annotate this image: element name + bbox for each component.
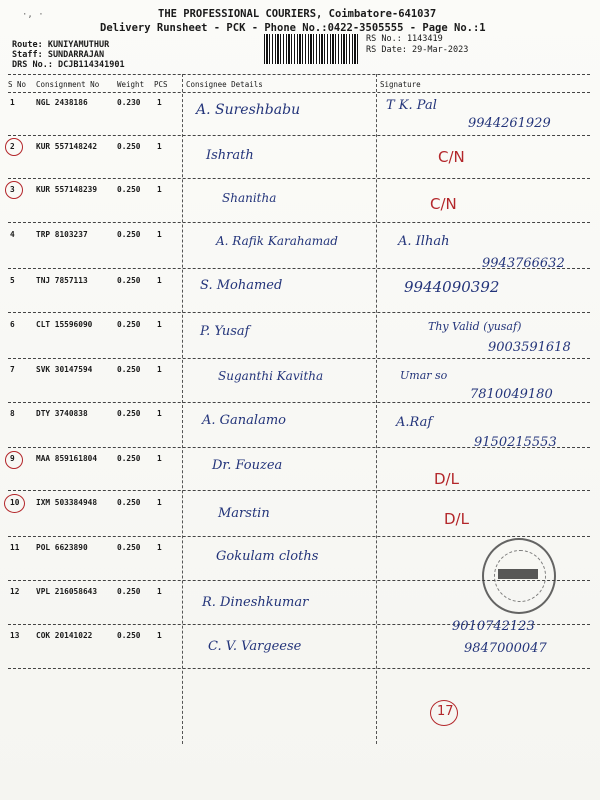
row-sno: 13: [10, 631, 20, 640]
route-label: Route: KUNIYAMUTHUR: [12, 40, 110, 50]
signature-text: D/L: [444, 510, 469, 528]
row-sno: 3: [10, 185, 15, 194]
row-weight: 0.250: [117, 142, 141, 151]
signature-phone: 7810049180: [470, 387, 553, 402]
row-consignment: DTY 3740838: [36, 409, 88, 418]
circle-mark: [5, 451, 23, 469]
signature-text: C/N: [438, 148, 465, 166]
row-weight: 0.250: [117, 365, 141, 374]
company-title: THE PROFESSIONAL COURIERS, Coimbatore-641037: [158, 8, 437, 20]
signature-phone: 9944090392: [404, 278, 500, 296]
row-weight: 0.250: [117, 587, 141, 596]
row-weight: 0.250: [117, 543, 141, 552]
row-consignment: COK 20141022: [36, 631, 93, 640]
row-sno: 2: [10, 142, 15, 151]
row-rule: [8, 222, 590, 223]
row-rule: [8, 668, 590, 669]
row-weight: 0.250: [117, 230, 141, 239]
row-sno: 5: [10, 276, 15, 285]
row-weight: 0.230: [117, 98, 141, 107]
signature-text: Umar so: [400, 369, 448, 382]
runsheet-subtitle: Delivery Runsheet - PCK - Phone No.:0422-3505555 - Page No.:1: [100, 22, 486, 34]
row-consignment: CLT 15596090: [36, 320, 93, 329]
row-consignment: IXM 503384948: [36, 498, 98, 507]
column-divider: [376, 74, 377, 744]
row-consignment: TNJ 7857113: [36, 276, 88, 285]
consignee-name: R. Dineshkumar: [202, 595, 309, 610]
row-sno: 4: [10, 230, 15, 239]
signature-phone: 9847000047: [464, 641, 547, 656]
signature-text: C/N: [430, 195, 457, 213]
row-rule: [8, 358, 590, 359]
signature-text: A.Raf: [396, 415, 433, 430]
row-consignment: MAA 859161804: [36, 454, 98, 463]
row-consignment: KUR 557148242: [36, 142, 98, 151]
row-rule: [8, 402, 590, 403]
signature-text: D/L: [434, 470, 459, 488]
row-sno: 10: [10, 498, 20, 507]
signature-text: T K. Pal: [386, 98, 437, 113]
stamp-bar: [498, 569, 538, 579]
row-pcs: 1: [157, 543, 162, 552]
row-weight: 0.250: [117, 631, 141, 640]
company-stamp: [482, 538, 556, 614]
consignee-name: A. Ganalamo: [202, 413, 286, 428]
staff-label: Staff: SUNDARRAJAN: [12, 50, 105, 60]
consignee-name: Marstin: [218, 506, 270, 521]
consignee-name: P. Yusaf: [200, 324, 250, 339]
row-rule: [8, 178, 590, 179]
consignee-name: C. V. Vargeese: [208, 639, 302, 654]
row-pcs: 1: [157, 409, 162, 418]
row-consignment: NGL 2438186: [36, 98, 88, 107]
row-rule: [8, 490, 590, 491]
row-pcs: 1: [157, 98, 162, 107]
row-consignment: POL 6623890: [36, 543, 88, 552]
row-sno: 8: [10, 409, 15, 418]
rs-date: RS Date: 29-Mar-2023: [366, 45, 469, 55]
column-divider: [182, 74, 183, 744]
consignee-name: A. Rafik Karahamad: [216, 234, 338, 248]
row-pcs: 1: [157, 142, 162, 151]
row-rule: [8, 268, 590, 269]
signature-text: A. Ilhah: [398, 234, 450, 249]
row-sno: 11: [10, 543, 20, 552]
header-bottom-rule: [8, 92, 590, 93]
row-pcs: 1: [157, 365, 162, 374]
signature-phone: 9944261929: [468, 116, 551, 131]
row-pcs: 1: [157, 276, 162, 285]
consignee-name: Gokulam cloths: [216, 549, 319, 564]
row-rule: [8, 447, 590, 448]
row-pcs: 1: [157, 185, 162, 194]
circle-mark: [4, 494, 25, 513]
row-rule: [8, 312, 590, 313]
col-sno: S No: [8, 80, 27, 89]
circle-mark: [5, 138, 23, 156]
smudge-mark: ·, ·: [22, 10, 44, 20]
consignee-name: S. Mohamed: [200, 278, 283, 293]
page-count-mark: 17: [437, 704, 454, 719]
col-signature: Signature: [380, 80, 421, 89]
row-rule: [8, 135, 590, 136]
row-pcs: 1: [157, 498, 162, 507]
row-weight: 0.250: [117, 498, 141, 507]
row-consignment: KUR 557148239: [36, 185, 98, 194]
row-sno: 6: [10, 320, 15, 329]
row-weight: 0.250: [117, 185, 141, 194]
barcode: [264, 34, 358, 64]
consignee-name: Suganthi Kavitha: [218, 369, 324, 383]
row-consignment: TRP 8103237: [36, 230, 88, 239]
col-pcs: PCS: [154, 80, 168, 89]
consignee-name: Dr. Fouzea: [212, 458, 283, 473]
row-pcs: 1: [157, 230, 162, 239]
row-sno: 1: [10, 98, 15, 107]
row-sno: 7: [10, 365, 15, 374]
signature-phone: 9150215553: [474, 435, 557, 450]
signature-text: Thy Valid (yusaf): [428, 320, 522, 333]
row-weight: 0.250: [117, 409, 141, 418]
col-consignee: Consignee Details: [186, 80, 263, 89]
col-weight: Weight: [117, 80, 145, 89]
row-sno: 9: [10, 454, 15, 463]
row-consignment: SVK 30147594: [36, 365, 93, 374]
signature-phone: 9003591618: [488, 340, 571, 355]
table-top-rule: [8, 74, 590, 75]
drs-number: DRS No.: DCJB114341901: [12, 60, 125, 70]
signature-phone: 9010742123: [452, 619, 535, 634]
circle-mark: [5, 181, 23, 199]
signature-phone: 9943766632: [482, 256, 565, 271]
row-consignment: VPL 216058643: [36, 587, 98, 596]
consignee-name: Shanitha: [222, 191, 277, 205]
row-pcs: 1: [157, 587, 162, 596]
row-rule: [8, 536, 590, 537]
row-pcs: 1: [157, 454, 162, 463]
rs-number: RS No.: 1143419: [366, 34, 443, 44]
row-weight: 0.250: [117, 454, 141, 463]
row-pcs: 1: [157, 631, 162, 640]
row-pcs: 1: [157, 320, 162, 329]
row-weight: 0.250: [117, 276, 141, 285]
consignee-name: Ishrath: [206, 148, 254, 163]
consignee-name: A. Sureshbabu: [196, 102, 301, 118]
row-sno: 12: [10, 587, 20, 596]
col-consignment: Consignment No: [36, 80, 100, 89]
row-weight: 0.250: [117, 320, 141, 329]
